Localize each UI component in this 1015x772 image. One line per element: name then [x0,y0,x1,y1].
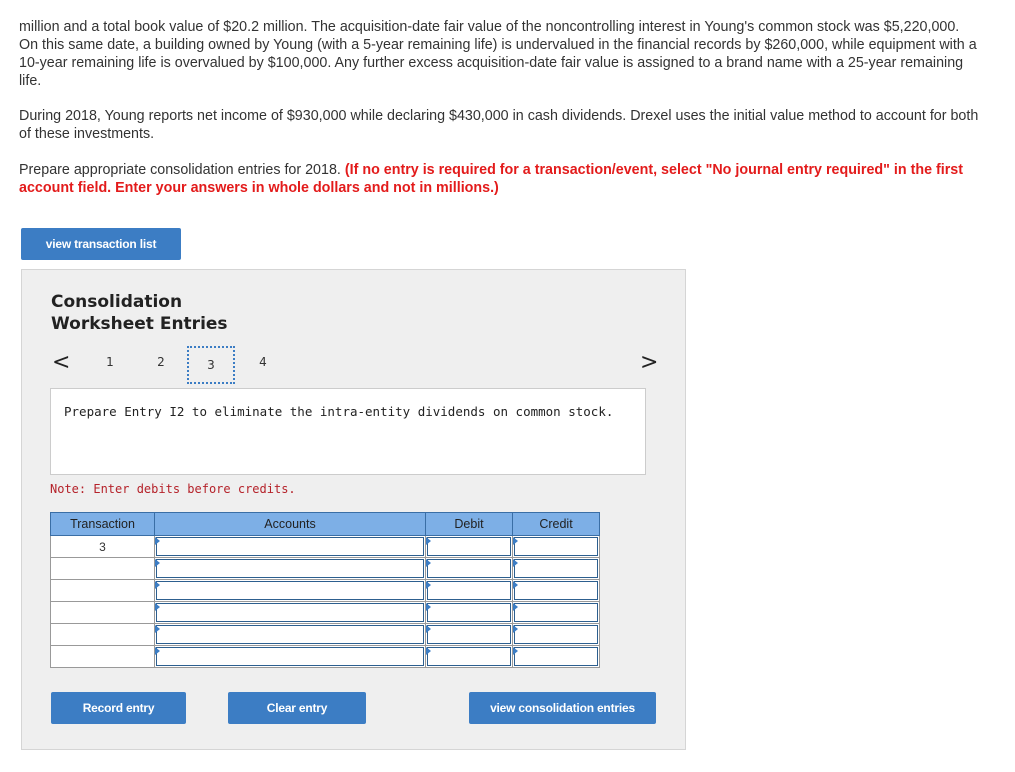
account-select[interactable] [155,602,426,624]
entry-prompt-box [50,388,646,475]
credit-input[interactable] [513,536,600,558]
credit-input[interactable] [513,646,600,668]
clear-entry-button[interactable]: Clear entry [228,692,366,724]
entry-note: Note: Enter debits before credits. [50,482,296,496]
next-page-icon[interactable]: > [640,350,659,375]
transaction-cell: 3 [51,536,155,558]
dropdown-arrow-icon [155,581,160,589]
transaction-cell [51,580,155,602]
credit-input[interactable] [513,580,600,602]
entry-prompt-text: Prepare Entry I2 to eliminate the intra-entity dividends on common stock. [64,404,614,419]
input-marker-icon [426,625,431,633]
prev-page-icon[interactable]: < [52,350,71,375]
problem-paragraph-1: million and a total book value of $20.2 million. The acquisition-date fair value of the noncontrolling interest in Young's common stock was $5,220,000. On this same date, a building owned by Young (with a 5-year remaining life) is undervalued in the financial records by $260,000, while equipment with a 10-year remaining life is overvalued by $100,000. Any further excess acquisition-date fair value is assigned to a brand name with a 25-year remaining life. [19,19,977,89]
transaction-cell [51,602,155,624]
input-marker-icon [513,647,518,655]
debit-input[interactable] [426,580,513,602]
debit-input[interactable] [426,558,513,580]
transaction-cell [51,624,155,646]
credit-input[interactable] [513,558,600,580]
accounts-column-header: Accounts [155,513,426,536]
dropdown-arrow-icon [155,647,160,655]
input-marker-icon [513,603,518,611]
input-marker-icon [426,581,431,589]
input-marker-icon [426,559,431,567]
worksheet-title [51,291,228,335]
transaction-cell [51,646,155,668]
view-transaction-list-button[interactable]: view transaction list [21,228,181,260]
account-select[interactable] [155,624,426,646]
transaction-column-header: Transaction [51,513,155,536]
account-select[interactable] [155,646,426,668]
input-marker-icon [513,581,518,589]
input-marker-icon [513,625,518,633]
worksheet-title-line2: Worksheet Entries [51,314,228,334]
dropdown-arrow-icon [155,559,160,567]
page-tab-2[interactable]: 2 [157,355,165,369]
table-row [51,646,600,668]
table-row [51,624,600,646]
table-row [51,536,600,558]
input-marker-icon [426,603,431,611]
debit-column-header: Debit [426,513,513,536]
problem-paragraph-2: During 2018, Young reports net income of $930,000 while declaring $430,000 in cash dividends. Drexel uses the initial value method to account for both of these investments. [19,108,979,142]
input-marker-icon [513,537,518,545]
worksheet-panel [21,269,686,750]
credit-input[interactable] [513,602,600,624]
credit-column-header: Credit [513,513,600,536]
debit-input[interactable] [426,646,513,668]
record-entry-button[interactable]: Record entry [51,692,186,724]
debit-input[interactable] [426,536,513,558]
dropdown-arrow-icon [155,603,160,611]
table-row [51,602,600,624]
view-consolidation-entries-button[interactable]: view consolidation entries [469,692,656,724]
account-select[interactable] [155,580,426,602]
page-tab-1[interactable]: 1 [106,355,114,369]
page-tab-3[interactable]: 3 [187,346,235,384]
debit-input[interactable] [426,602,513,624]
worksheet-title-line1: Consolidation [51,292,183,312]
journal-entry-table [50,512,600,668]
instructions-text: Prepare appropriate consolidation entries for 2018. [19,162,341,178]
input-marker-icon [426,647,431,655]
table-row [51,558,600,580]
debit-input[interactable] [426,624,513,646]
input-marker-icon [513,559,518,567]
account-select[interactable] [155,558,426,580]
instructions-paragraph [19,161,979,197]
instructions-bold-note: (If no entry is required for a transaction/event, select "No journal entry required" in the first account field. Enter your answers in whole dollars and not in millions.) [19,162,963,196]
dropdown-arrow-icon [155,625,160,633]
credit-input[interactable] [513,624,600,646]
dropdown-arrow-icon [155,537,160,545]
page-tab-4[interactable]: 4 [259,355,267,369]
account-select[interactable] [155,536,426,558]
input-marker-icon [426,537,431,545]
table-row [51,580,600,602]
transaction-cell [51,558,155,580]
